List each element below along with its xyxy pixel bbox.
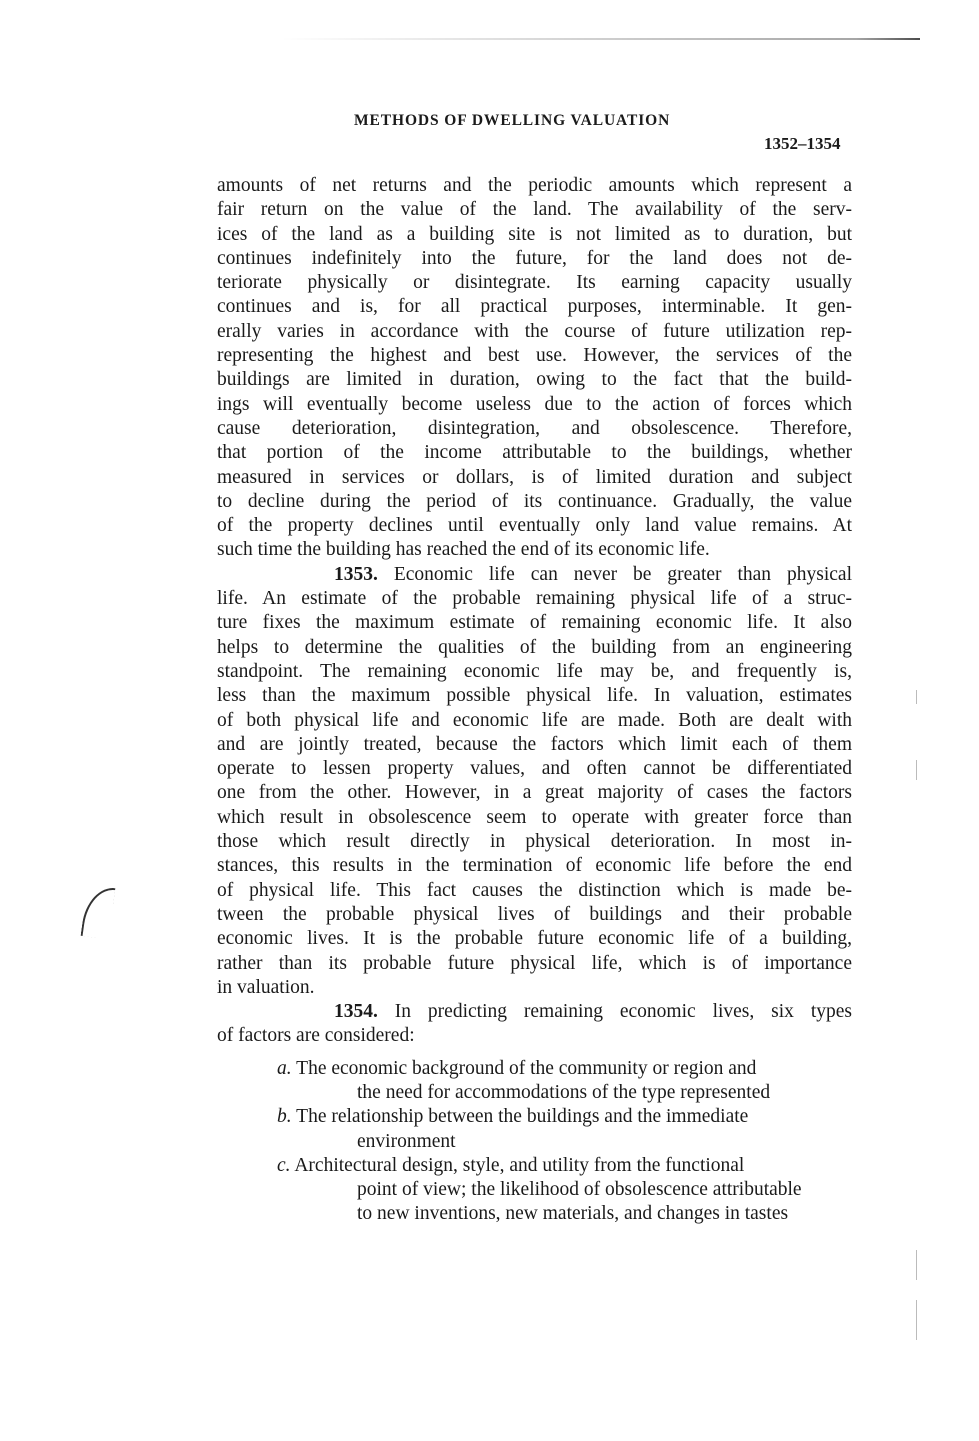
text-line: economic lives. It is the probable future economic life of a building, [217, 928, 852, 950]
text-line: ture fixes the maximum estimate of remaining economic life. It also [217, 612, 852, 634]
text-line: ices of the land as a building site is not limited as to duration, but [217, 223, 852, 245]
text-line: amounts of net returns and the periodic amounts which represent a [217, 175, 852, 196]
text-line: of the property declines until eventually only land value remains. At [217, 515, 852, 537]
list-marker: b. [277, 1106, 292, 1128]
list-item-b-cont [217, 1130, 852, 1154]
list-marker: c. [277, 1154, 291, 1176]
section-number-1353: 1353. [334, 563, 378, 585]
scan-artifact [916, 690, 917, 704]
text-line: continues and is, for all practical purposes, interminable. It gen- [217, 296, 852, 318]
text-line: and are jointly treated, because the factors which limit each of them [217, 733, 852, 755]
list-item-a [217, 1057, 852, 1081]
list-item-b [217, 1105, 852, 1129]
text-line: life. An estimate of the probable remaining physical life of a struc- [217, 588, 852, 610]
text-line: standpoint. The remaining economic life may be, and frequently is, [217, 660, 852, 682]
text-line: stances, this results in the termination of economic life before the end [217, 855, 852, 877]
list-item-c [217, 1154, 852, 1178]
margin-pencil-mark [81, 884, 116, 939]
text-line: buildings are limited in duration, owing to the fact that the build- [217, 369, 852, 391]
paragraph-1354-start [217, 1000, 852, 1024]
running-title: METHODS OF DWELLING VALUATION [354, 112, 671, 129]
text-line: one from the other. However, in a great majority of cases the factors [217, 782, 852, 804]
list-item-c-cont [217, 1178, 852, 1202]
text-line: operate to lessen property values, and often cannot be differentiated [217, 758, 852, 780]
text-line: measured in services or dollars, is of limited duration and subject [217, 466, 852, 488]
text-line: such time the building has reached the end of its economic life. [217, 539, 710, 561]
text-line: that portion of the income attributable to the buildings, whether [217, 442, 852, 464]
list-text: point of view; the likelihood of obsolescence attributable [357, 1179, 802, 1201]
text-line: less than the maximum possible physical life. In valuation, estimates [217, 685, 852, 707]
list-item-c-cont2 [217, 1202, 852, 1226]
text-line: representing the highest and best use. However, the services of the [217, 345, 852, 367]
text-line: ings will eventually become useless due to the action of forces which [217, 393, 852, 415]
scan-artifact [916, 1250, 917, 1280]
text-line: in valuation. [217, 976, 315, 998]
text-line: continues indefinitely into the future, for the land does not de- [217, 247, 852, 269]
text-fragment: Economic life can never be greater than physical [393, 563, 852, 585]
list-text: The economic background of the community or region and [296, 1057, 757, 1079]
list-text: environment [357, 1130, 456, 1152]
text-line: of physical life. This fact causes the distinction which is made be- [217, 879, 852, 901]
list-text: Architectural design, style, and utility from the functional [294, 1154, 745, 1176]
scan-edge-shadow [280, 38, 920, 40]
text-line: which result in obsolescence seem to operate with greater force than [217, 806, 852, 828]
text-line: rather than its probable future physical life, which is of importance [217, 952, 852, 974]
text-line: fair return on the value of the land. The availability of the serv- [217, 199, 852, 221]
text-line: of both physical life and economic life are made. Both are dealt with [217, 709, 852, 731]
section-range: 1352–1354 [764, 134, 841, 153]
text-line: cause deterioration, disintegration, and obsolescence. Therefore, [217, 417, 852, 439]
text-line: of factors are considered: [217, 1025, 415, 1047]
text-line: helps to determine the qualities of the building from an engineering [217, 636, 852, 658]
text-line: erally varies in accordance with the course of future utilization rep- [217, 320, 852, 342]
section-number-1354: 1354. [334, 1001, 378, 1023]
list-text: The relationship between the buildings and the immediate [296, 1106, 749, 1128]
body-text [217, 174, 852, 1227]
text-fragment: In predicting remaining economic lives, six types [394, 1001, 852, 1023]
text-line: teriorate physically or disintegrate. Its earning capacity usually [217, 272, 852, 294]
text-line: tween the probable physical lives of buildings and their probable [217, 903, 852, 925]
scan-artifact [916, 760, 917, 780]
list-marker: a. [277, 1057, 292, 1079]
list-text: to new inventions, new materials, and changes in tastes [357, 1203, 789, 1225]
text-line: to decline during the period of its continuance. Gradually, the value [217, 490, 852, 512]
text-line: those which result directly in physical deterioration. In most in- [217, 831, 852, 853]
scan-artifact [916, 1300, 917, 1340]
paragraph-1353-start [217, 563, 852, 587]
list-item-a-cont [217, 1081, 852, 1105]
list-text: the need for accommodations of the type represented [357, 1081, 771, 1103]
